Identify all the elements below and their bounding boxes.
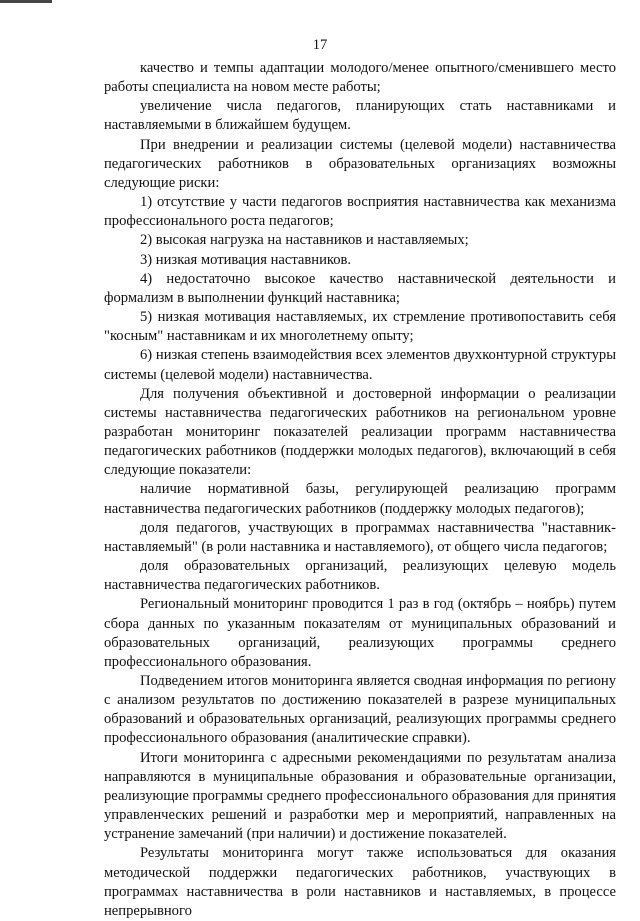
risk-item-4: 4) недостаточно высокое качество наставнической деятельности и формализм в выполнении функций наставника; [104, 270, 616, 306]
risk-item-2: 2) высокая нагрузка на наставников и наставляемых; [140, 232, 469, 249]
risk-item-6: 6) низкая степень взаимодействия всех элементов двухконтурной структуры системы (целевой модели) наставничества. [104, 347, 616, 383]
indicator-item-normative-base: наличие нормативной базы, регулирующей реализацию программ наставничества педагогических работников (поддержку молодых педагогов); [104, 481, 616, 517]
risk-item-5: 5) низкая мотивация наставляемых, их стремление противопоставить себя "косным" наставникам и их многолетнему опыту; [104, 309, 616, 345]
indicator-item-organization-share: доля образовательных организаций, реализующих целевую модель наставничества педагогических работников. [104, 558, 616, 594]
risk-item-3: 3) низкая мотивация наставников. [140, 251, 352, 268]
paragraph-monitoring-intro: Для получения объективной и достоверной информации о реализации системы наставничества педагогических работников на региональном уровне разработан мониторинг показателей реализации программ наставничества педагогических работников (поддержки молодых педагогов), включающий в себя следующие показатели: [104, 385, 616, 479]
scan-edge-mark [0, 0, 52, 3]
paragraph-monitoring-results: Итоги мониторинга с адресными рекомендациями по результатам анализа направляются в муниципальные образования и образовательные организации, реализующие программы среднего профессионального образования для принятия управленческих решений и разработки мер и мероприятий, направленных на устранение замечаний (при наличии) и достижение показателей. [104, 749, 616, 843]
paragraph-regional-monitoring: Региональный мониторинг проводится 1 раз в год (октябрь – ноябрь) путем сбора данных по указанным показателям от муниципальных образований и образовательных организаций, реализующих программы среднего профессионального образования. [104, 596, 616, 670]
risk-item-1: 1) отсутствие у части педагогов восприятия наставничества как механизма профессионального роста педагогов; [104, 194, 616, 230]
document-body [104, 59, 616, 921]
paragraph-monitoring-usage: Результаты мониторинга могут также использоваться для оказания методической поддержки педагогических работников, участвующих в программах наставничества в роли наставников и наставляемых, в процессе непрерывного [104, 845, 616, 919]
paragraph-adaptation-quality: качество и темпы адаптации молодого/менее опытного/сменившего место работы специалиста на новом месте работы; [104, 60, 616, 96]
paragraph-risks-intro: При внедрении и реализации системы (целевой модели) наставничества педагогических работников в образовательных организациях возможны следующие риски: [104, 136, 616, 191]
paragraph-mentor-growth: увеличение числа педагогов, планирующих стать наставниками и наставляемыми в ближайшем будущем. [104, 98, 616, 134]
paragraph-monitoring-summary: Подведением итогов мониторинга является сводная информация по региону с анализом результатов по достижению показателей в разрезе муниципальных образований и образовательных организаций, реализующих программы среднего профессионального образования (аналитические справки). [104, 673, 616, 747]
page-number: 17 [312, 37, 328, 53]
indicator-item-teacher-share: доля педагогов, участвующих в программах наставничества "наставник-наставляемый" (в роли наставника и наставляемого), от общего числа педагогов; [104, 519, 616, 555]
